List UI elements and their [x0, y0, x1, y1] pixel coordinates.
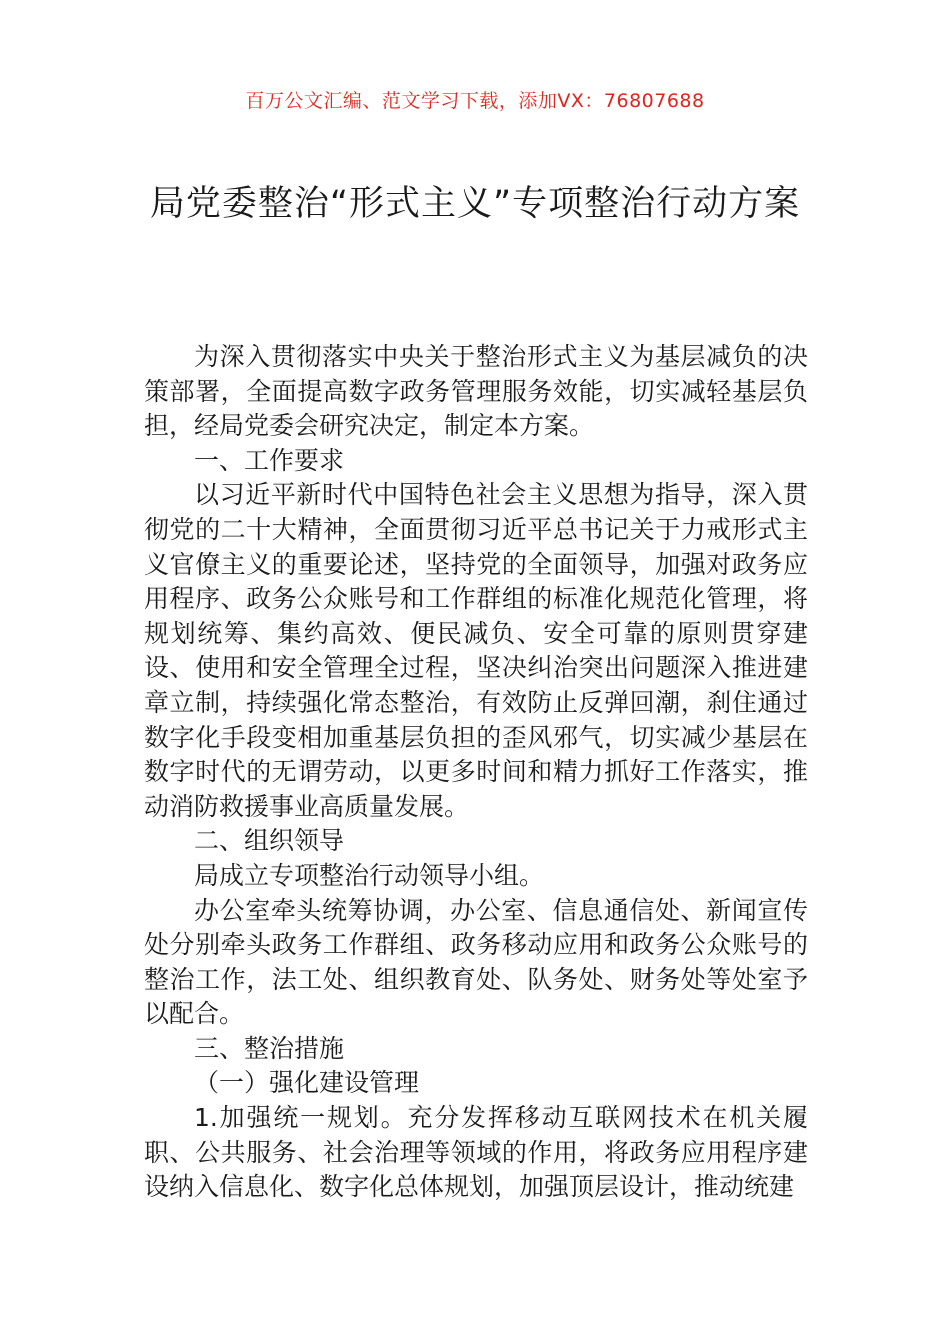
paragraph-leadership-group: 局成立专项整治行动领导小组。 [194, 860, 545, 890]
subsection-heading-1: （一）强化建设管理 [194, 1068, 420, 1098]
paragraph-office-coordination: 办公室牵头统筹协调，办公室、信息通信处、新闻宣传处分别牵头政务工作群组、政务移动应用和政务公众账号的整治工作，法工处、组织教育处、队务处、财务处等处室予以配合。 [144, 895, 808, 1029]
promo-banner: 百万公文汇编、范文学习下载，添加VX：76807688 [245, 90, 705, 112]
paragraph-unified-planning: 1.加强统一规划。充分发挥移动互联网技术在机关履职、公共服务、社会治理等领域的作用，将政务应用程序建设纳入信息化、数字化总体规划，加强顶层设计，推动统建 [144, 1103, 808, 1202]
section-heading-3: 三、整治措施 [194, 1033, 345, 1063]
section-heading-2: 二、组织领导 [194, 826, 345, 856]
paragraph-work-requirements: 以习近平新时代中国特色社会主义思想为指导，深入贯彻党的二十大精神，全面贯彻习近平总书记关于力戒形式主义官僚主义的重要论述，坚持党的全面领导，加强对政务应用程序、政务公众账号和工作群组的标准化规范化管理，将规划统筹、集约高效、便民减负、安全可靠的原则贯穿建设、使用和安全管理全过程，坚决纠治突出问题深入推进建章立制，持续强化常态整治，有效防止反弹回潮，刹住通过数字化手段变相加重基层负担的歪风邪气，切实减少基层在数字时代的无谓劳动，以更多时间和精力抓好工作落实，推动消防救援事业高质量发展。 [144, 480, 808, 821]
section-heading-1: 一、工作要求 [194, 445, 345, 475]
paragraph-intro: 为深入贯彻落实中央关于整治形式主义为基层减负的决策部署，全面提高数字政务管理服务效能，切实减轻基层负担，经局党委会研究决定，制定本方案。 [144, 342, 808, 441]
document-body [144, 340, 808, 1205]
document-title: 局党委整治“形式主义”专项整治行动方案 [149, 184, 801, 224]
